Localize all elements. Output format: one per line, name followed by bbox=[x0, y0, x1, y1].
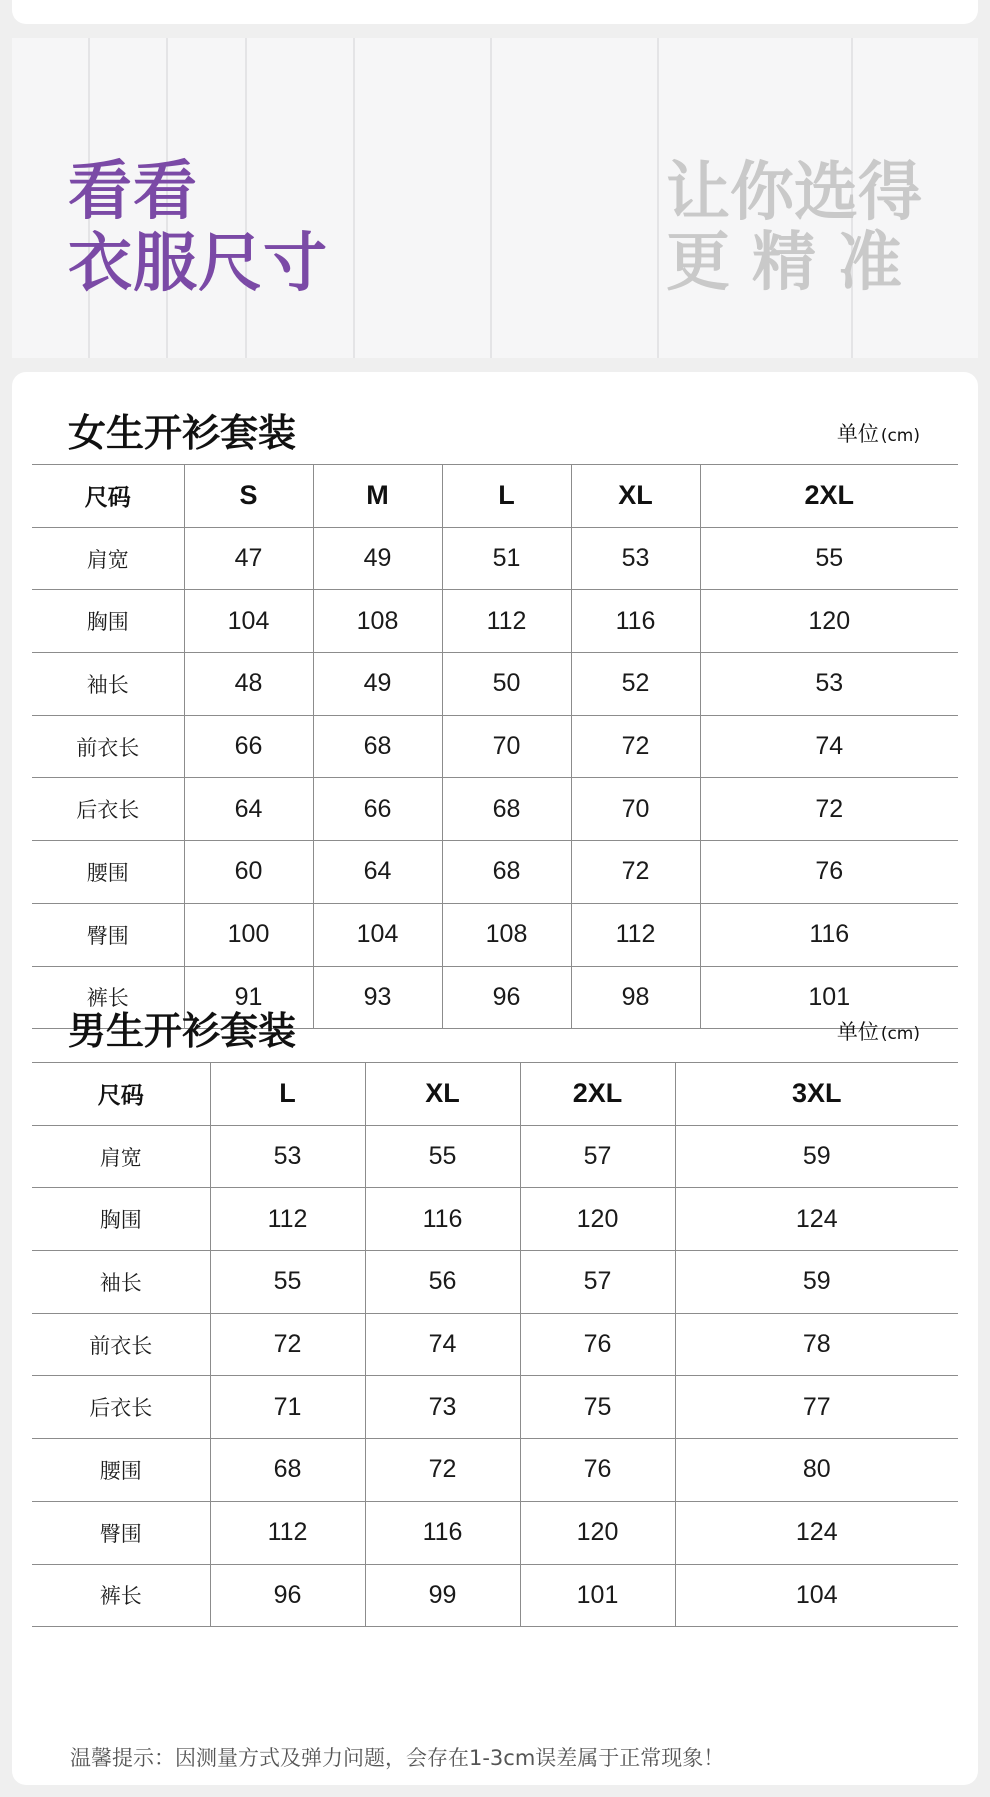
table-row bbox=[32, 1376, 958, 1439]
measurement-value: 68 bbox=[442, 841, 571, 904]
size-code-header: XL bbox=[365, 1063, 520, 1126]
measurement-value: 53 bbox=[210, 1125, 365, 1188]
table-row bbox=[32, 1439, 958, 1502]
measurement-value: 96 bbox=[210, 1564, 365, 1627]
size-code-header: S bbox=[184, 465, 313, 528]
measurement-label: 袖长 bbox=[32, 1251, 210, 1314]
table-row bbox=[32, 1251, 958, 1314]
measurement-value: 112 bbox=[442, 590, 571, 653]
measurement-value: 104 bbox=[313, 903, 442, 966]
measurement-label: 臀围 bbox=[32, 1501, 210, 1564]
table-row bbox=[32, 653, 958, 716]
hero-headline-line2: 衣服尺寸 bbox=[68, 227, 328, 301]
measurement-value: 104 bbox=[184, 590, 313, 653]
measurement-label: 裤长 bbox=[32, 966, 184, 1029]
measurement-value: 112 bbox=[210, 1501, 365, 1564]
hero-headline-line1: 看看 bbox=[68, 155, 198, 229]
measurement-label: 胸围 bbox=[32, 1188, 210, 1251]
size-column-header: 尺码 bbox=[32, 1063, 210, 1126]
measurement-value: 76 bbox=[520, 1313, 675, 1376]
measurement-value: 72 bbox=[571, 715, 700, 778]
measurement-value: 74 bbox=[700, 715, 958, 778]
table-row bbox=[32, 590, 958, 653]
size-code-header: 2XL bbox=[700, 465, 958, 528]
table-row bbox=[32, 778, 958, 841]
measurement-value: 116 bbox=[365, 1501, 520, 1564]
measurement-value: 70 bbox=[571, 778, 700, 841]
measurement-value: 116 bbox=[700, 903, 958, 966]
measurement-value: 101 bbox=[520, 1564, 675, 1627]
measurement-value: 98 bbox=[571, 966, 700, 1029]
measurement-value: 49 bbox=[313, 527, 442, 590]
size-code-header: XL bbox=[571, 465, 700, 528]
measurement-value: 49 bbox=[313, 653, 442, 716]
measurement-value: 93 bbox=[313, 966, 442, 1029]
table-row bbox=[32, 715, 958, 778]
size-code-header: L bbox=[442, 465, 571, 528]
measurement-label: 腰围 bbox=[32, 841, 184, 904]
measurement-value: 78 bbox=[675, 1313, 958, 1376]
measurement-value: 76 bbox=[700, 841, 958, 904]
measurement-value: 59 bbox=[675, 1251, 958, 1314]
measurement-value: 124 bbox=[675, 1188, 958, 1251]
measurement-value: 74 bbox=[365, 1313, 520, 1376]
measurement-value: 120 bbox=[700, 590, 958, 653]
measurement-label: 肩宽 bbox=[32, 527, 184, 590]
measurement-value: 68 bbox=[210, 1439, 365, 1502]
measurement-value: 112 bbox=[571, 903, 700, 966]
measurement-label: 肩宽 bbox=[32, 1125, 210, 1188]
measurement-label: 腰围 bbox=[32, 1439, 210, 1502]
measurement-value: 120 bbox=[520, 1501, 675, 1564]
measurement-value: 55 bbox=[365, 1125, 520, 1188]
measurement-value: 75 bbox=[520, 1376, 675, 1439]
decor-line bbox=[490, 38, 492, 358]
hero-banner bbox=[12, 38, 978, 358]
table-row bbox=[32, 1501, 958, 1564]
men-size-section bbox=[32, 970, 958, 1627]
measurement-value: 50 bbox=[442, 653, 571, 716]
table-row bbox=[32, 1564, 958, 1627]
decor-line bbox=[657, 38, 659, 358]
measurement-value: 57 bbox=[520, 1251, 675, 1314]
measurement-value: 72 bbox=[571, 841, 700, 904]
measurement-value: 64 bbox=[313, 841, 442, 904]
unit-text: 单位 bbox=[836, 1020, 879, 1044]
size-column-header: 尺码 bbox=[32, 465, 184, 528]
table-row bbox=[32, 903, 958, 966]
men-section-header bbox=[32, 970, 958, 1062]
measurement-value: 56 bbox=[365, 1251, 520, 1314]
women-size-section bbox=[32, 372, 958, 1029]
size-header-row bbox=[32, 1063, 958, 1126]
measurement-value: 64 bbox=[184, 778, 313, 841]
unit-text: 单位 bbox=[836, 422, 879, 446]
measurement-value: 48 bbox=[184, 653, 313, 716]
measurement-value: 52 bbox=[571, 653, 700, 716]
measurement-label: 前衣长 bbox=[32, 715, 184, 778]
measurement-value: 72 bbox=[365, 1439, 520, 1502]
measurement-label: 胸围 bbox=[32, 590, 184, 653]
measurement-value: 68 bbox=[442, 778, 571, 841]
size-chart-card bbox=[12, 372, 978, 1785]
hero-tagline-line2: 更精准 bbox=[666, 226, 924, 300]
measurement-value: 91 bbox=[184, 966, 313, 1029]
unit-value: (cm) bbox=[880, 426, 920, 446]
table-row bbox=[32, 1125, 958, 1188]
measurement-value: 59 bbox=[675, 1125, 958, 1188]
size-code-header: 3XL bbox=[675, 1063, 958, 1126]
measurement-value: 120 bbox=[520, 1188, 675, 1251]
measurement-value: 72 bbox=[210, 1313, 365, 1376]
measurement-value: 66 bbox=[313, 778, 442, 841]
women-size-table bbox=[32, 464, 958, 1029]
measurement-value: 124 bbox=[675, 1501, 958, 1564]
measurement-label: 后衣长 bbox=[32, 1376, 210, 1439]
top-card-edge bbox=[12, 0, 978, 24]
measurement-value: 55 bbox=[700, 527, 958, 590]
size-code-header: 2XL bbox=[520, 1063, 675, 1126]
measurement-value: 57 bbox=[520, 1125, 675, 1188]
size-code-header: M bbox=[313, 465, 442, 528]
women-section-title: 女生开衫套装 bbox=[68, 411, 297, 455]
measurement-value: 104 bbox=[675, 1564, 958, 1627]
measurement-value: 108 bbox=[313, 590, 442, 653]
measurement-value: 108 bbox=[442, 903, 571, 966]
measurement-value: 80 bbox=[675, 1439, 958, 1502]
measurement-value: 47 bbox=[184, 527, 313, 590]
measurement-value: 100 bbox=[184, 903, 313, 966]
measurement-value: 53 bbox=[571, 527, 700, 590]
measurement-label: 裤长 bbox=[32, 1564, 210, 1627]
hero-headline bbox=[68, 156, 328, 300]
table-row bbox=[32, 1313, 958, 1376]
measurement-value: 72 bbox=[700, 778, 958, 841]
measurement-value: 112 bbox=[210, 1188, 365, 1251]
measurement-label: 前衣长 bbox=[32, 1313, 210, 1376]
measurement-value: 51 bbox=[442, 527, 571, 590]
table-row bbox=[32, 527, 958, 590]
measurement-value: 60 bbox=[184, 841, 313, 904]
measurement-label: 臀围 bbox=[32, 903, 184, 966]
measurement-value: 68 bbox=[313, 715, 442, 778]
women-unit-label bbox=[837, 418, 920, 448]
measurement-tip: 温馨提示：因测量方式及弹力问题，会存在1-3cm误差属于正常现象！ bbox=[70, 1746, 725, 1770]
hero-tagline-line1: 让你选得 bbox=[666, 156, 922, 230]
decor-line bbox=[353, 38, 355, 358]
measurement-value: 116 bbox=[365, 1188, 520, 1251]
measurement-value: 76 bbox=[520, 1439, 675, 1502]
measurement-label: 袖长 bbox=[32, 653, 184, 716]
unit-value: (cm) bbox=[880, 1024, 920, 1044]
table-row bbox=[32, 841, 958, 904]
measurement-value: 53 bbox=[700, 653, 958, 716]
measurement-value: 55 bbox=[210, 1251, 365, 1314]
measurement-value: 66 bbox=[184, 715, 313, 778]
men-size-table bbox=[32, 1062, 958, 1627]
table-row bbox=[32, 1188, 958, 1251]
size-header-row bbox=[32, 465, 958, 528]
measurement-label: 后衣长 bbox=[32, 778, 184, 841]
measurement-value: 101 bbox=[700, 966, 958, 1029]
measurement-value: 99 bbox=[365, 1564, 520, 1627]
hero-tagline bbox=[666, 158, 924, 298]
measurement-value: 77 bbox=[675, 1376, 958, 1439]
women-section-header bbox=[32, 372, 958, 464]
measurement-value: 70 bbox=[442, 715, 571, 778]
men-section-title: 男生开衫套装 bbox=[68, 1009, 297, 1053]
measurement-value: 73 bbox=[365, 1376, 520, 1439]
measurement-value: 116 bbox=[571, 590, 700, 653]
measurement-value: 71 bbox=[210, 1376, 365, 1439]
measurement-value: 96 bbox=[442, 966, 571, 1029]
men-unit-label bbox=[837, 1016, 920, 1046]
size-code-header: L bbox=[210, 1063, 365, 1126]
